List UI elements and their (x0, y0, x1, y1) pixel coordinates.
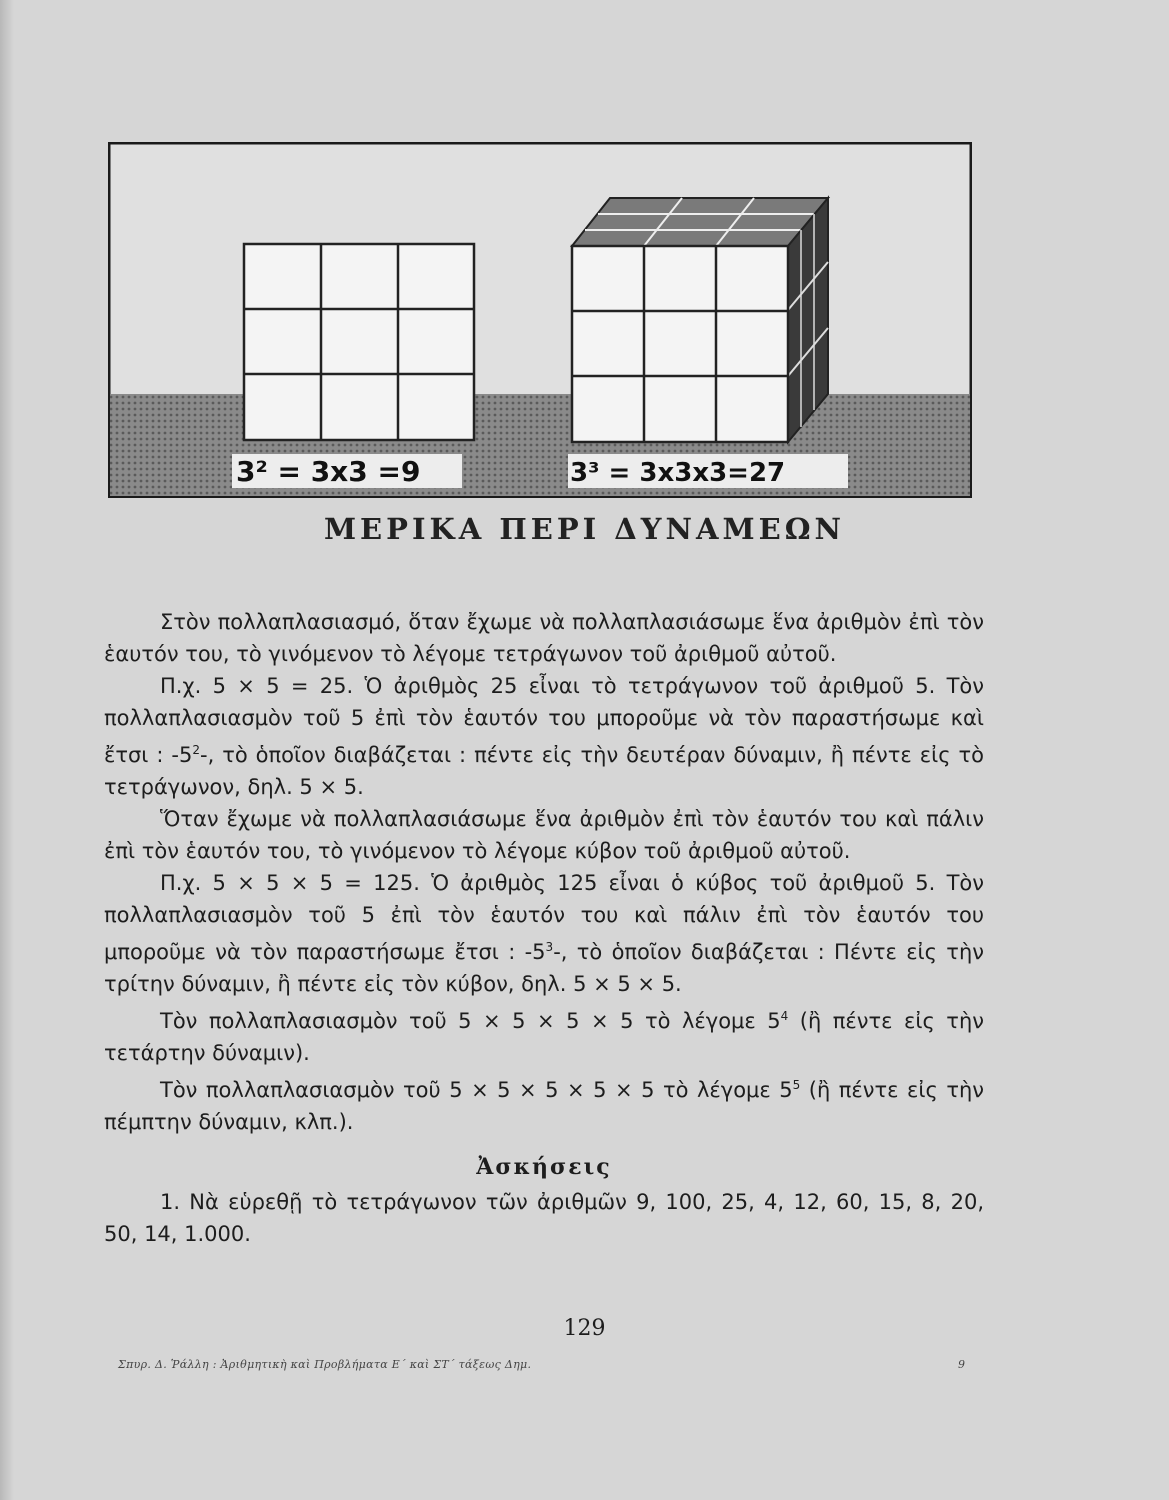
paragraph-fifth-power (104, 1069, 984, 1138)
exponent: 4 (780, 1009, 789, 1023)
paragraph-cube-definition: Ὅταν ἔχωμε νὰ πολλαπλασιάσωμε ἕνα ἀριθμὸν ἐπὶ τὸν ἑαυτόν του καὶ πάλιν ἐπὶ τὸν ἑαυτόν του, τὸ γινόμενον τὸ λέγομε κύβον τοῦ ἀριθμοῦ αὐτοῦ. (104, 807, 984, 863)
paragraph-square-example (104, 670, 984, 803)
exponent: 3 (545, 940, 554, 954)
text-span: (ἢ πέντε εἰς τὴν τετάρτην δύναμιν). (104, 1009, 984, 1065)
square-caption: 3² = 3x3 =9 (236, 455, 421, 488)
cube-caption: 3³ = 3x3x3=27 (570, 458, 786, 488)
paragraph-square-definition: Στὸν πολλαπλασιασμό, ὅταν ἔχωμε νὰ πολλαπλασιάσωμε ἕνα ἀριθμὸν ἐπὶ τὸν ἑαυτόν του, τὸ γινόμενον τὸ λέγομε τετράγωνον τοῦ ἀριθμοῦ αὐτοῦ. (104, 610, 984, 666)
text-span: Π.χ. 5 × 5 × 5 = 125. Ὁ ἀριθμὸς 125 εἶναι ὁ κύβος τοῦ ἀριθμοῦ 5. Τὸν πολλαπλασιασμὸν τοῦ 5 ἐπὶ τὸν ἑαυτόν του καὶ πάλιν ἐπὶ τὸν ἑαυτόν του μποροῦμε νὰ τὸν παραστήσωμε ἔτσι : -5 (104, 871, 984, 964)
body-text (104, 606, 984, 1250)
exercises-heading: Ἀσκήσεις (476, 1154, 612, 1180)
text-span: Π.χ. 5 × 5 = 25. Ὁ ἀριθμὸς 25 εἶναι τὸ τετράγωνον τοῦ ἀριθμοῦ 5. Τὸν πολλαπλασιασμὸν τοῦ 5 ἐπὶ τὸν ἑαυτόν του μποροῦμε νὰ τὸν παραστήσωμε καὶ ἔτσι : -5 (104, 674, 984, 767)
exponent: 5 (792, 1078, 801, 1092)
footer-citation: Σπυρ. Δ. Ῥάλλη : Ἀριθμητικὴ καὶ Προβλήματα Ε΄ καὶ ΣΤ΄ τάξεως Δημ. (118, 1358, 532, 1371)
square-grid (244, 244, 474, 440)
powers-illustration (108, 142, 972, 498)
text-span: (ἢ πέντε εἰς τὴν πέμπτην δύναμιν, κλπ.). (104, 1078, 984, 1134)
page-number: 129 (563, 1316, 606, 1341)
text-span: -, τὸ ὁποῖον διαβάζεται : πέντε εἰς τὴν δευτέραν δύναμιν, ἢ πέντε εἰς τὸ τετράγωνον, δηλ. 5 × 5. (104, 743, 984, 799)
paragraph-cube-example (104, 867, 984, 1000)
exercise-item-1: 1. Νὰ εὑρεθῇ τὸ τετράγωνον τῶν ἀριθμῶν 9, 100, 25, 4, 12, 60, 15, 8, 20, 50, 14, 1.000. (104, 1190, 984, 1246)
text-span: Τὸν πολλαπλασιασμὸν τοῦ 5 × 5 × 5 × 5 τὸ λέγομε 5 (160, 1009, 781, 1033)
footer-signature: 9 (958, 1358, 965, 1371)
text-span: -, τὸ ὁποῖον διαβάζεται : Πέντε εἰς τὴν τρίτην δύναμιν, ἢ πέντε εἰς τὸν κύβον, δηλ. 5 × 5 × 5. (104, 940, 984, 996)
page-title: ΜΕΡΙΚΑ ΠΕΡΙ ΔΥΝΑΜΕΩΝ (323, 512, 846, 546)
paragraph-fourth-power (104, 1000, 984, 1069)
exponent: 2 (192, 743, 200, 757)
text-span: Τὸν πολλαπλασιασμὸν τοῦ 5 × 5 × 5 × 5 × 5 τὸ λέγομε 5 (160, 1078, 793, 1102)
page-binding-edge (0, 0, 14, 1500)
cube-drawing (572, 198, 828, 442)
